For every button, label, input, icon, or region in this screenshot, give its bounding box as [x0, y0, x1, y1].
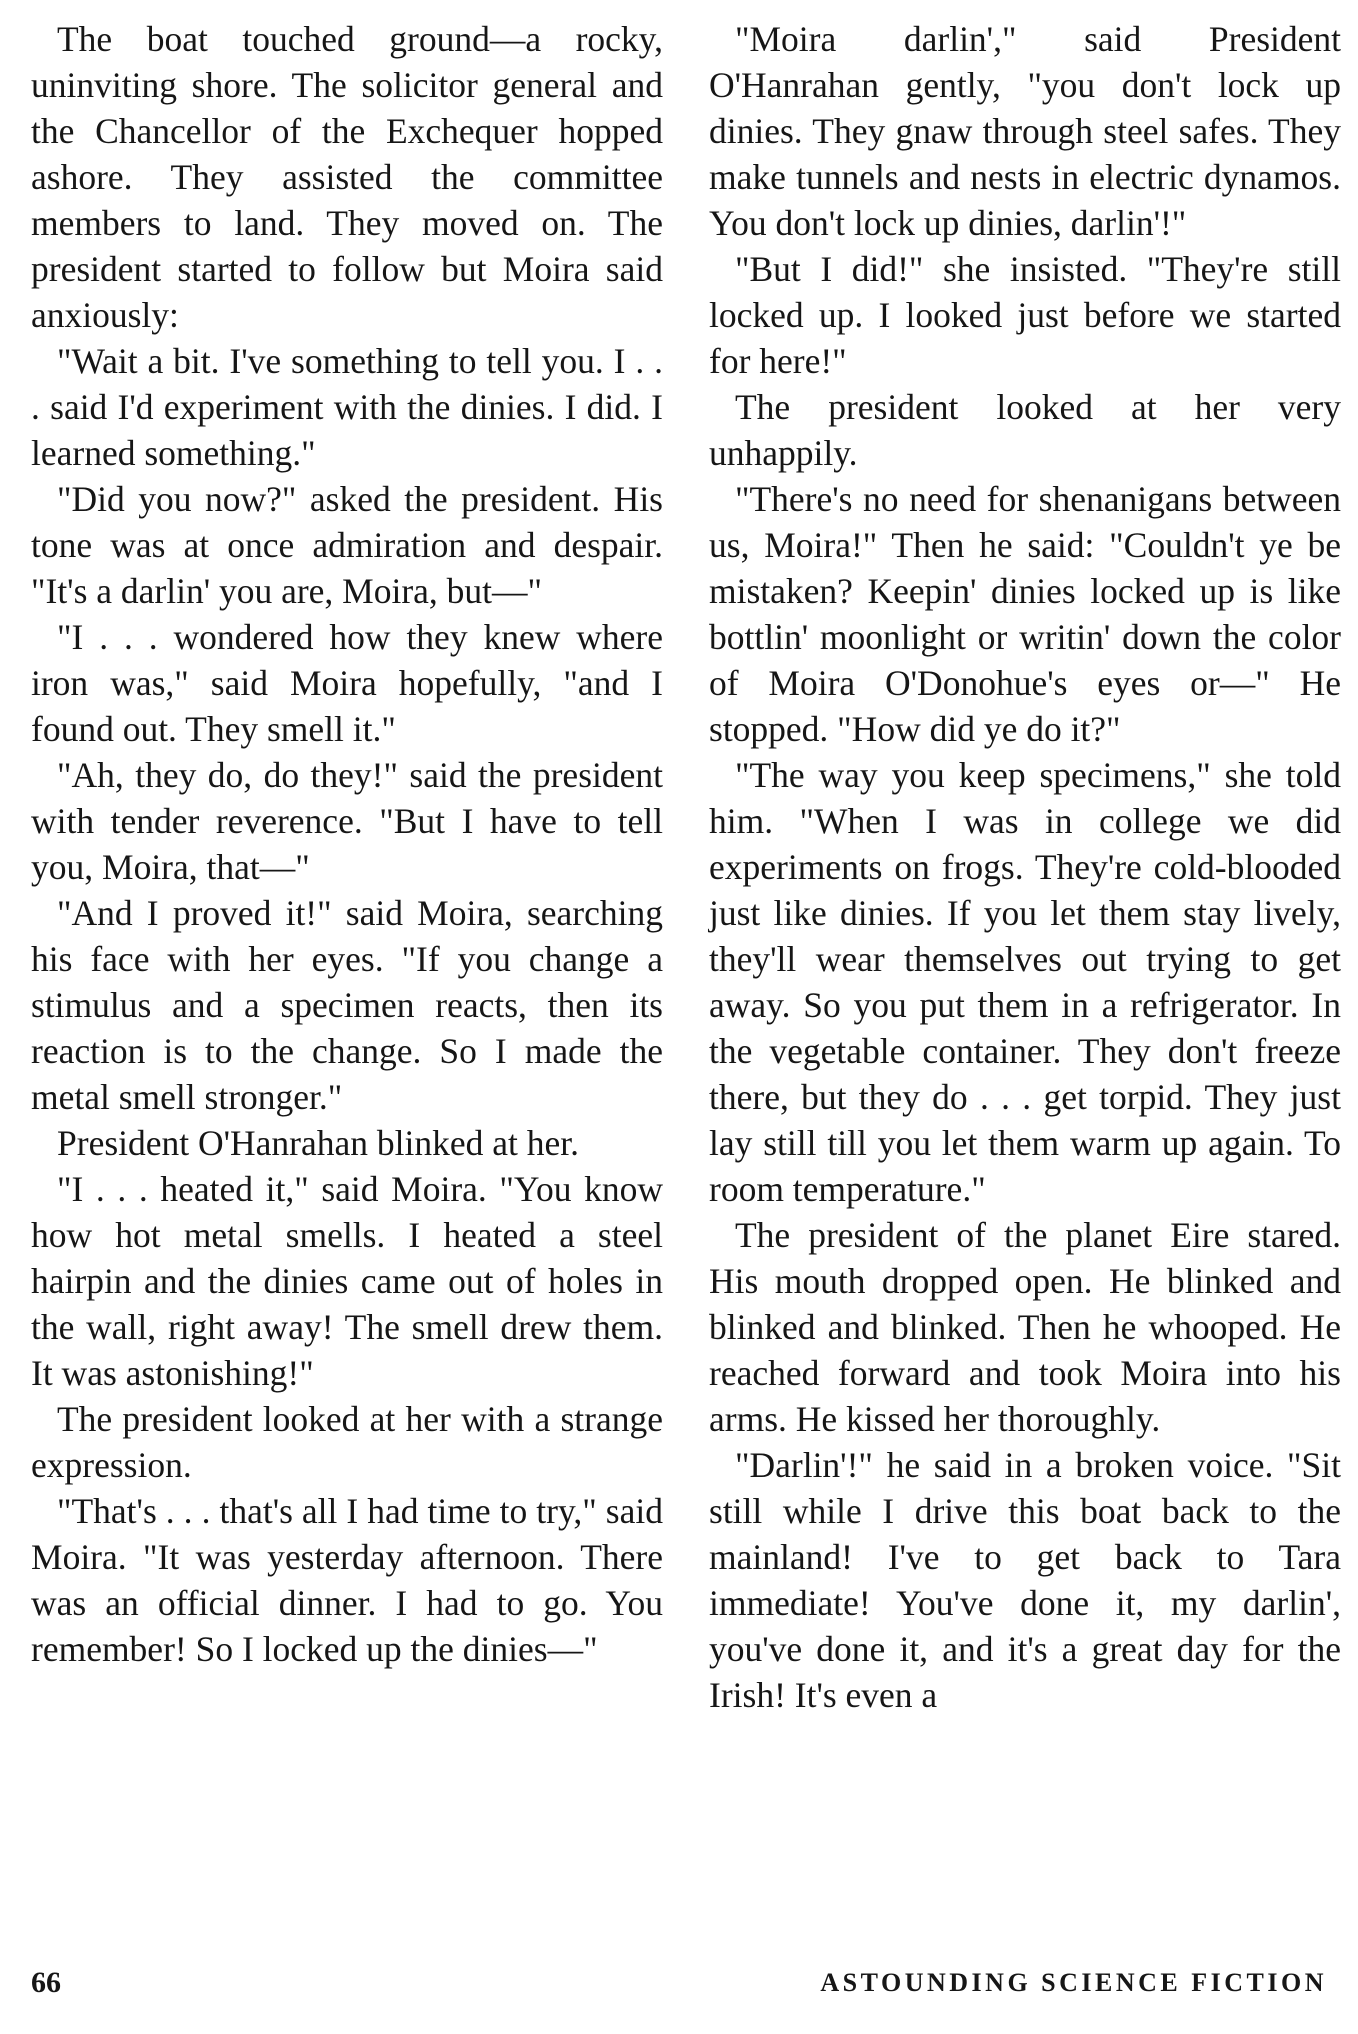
- paragraph: "Ah, they do, do they!" said the president with tender reverence. "But I have to tell you, Moira, that—": [31, 755, 663, 887]
- magazine-title: ASTOUNDING SCIENCE FICTION: [820, 1968, 1327, 1997]
- paragraph: "That's . . . that's all I had time to try," said Moira. "It was yesterday afternoon. There was an official dinner. I had to go. You remember! So I locked up the dinies—": [31, 1491, 663, 1669]
- right-text-column: [709, 16, 1341, 1718]
- page-number: 66: [31, 1966, 61, 1999]
- page-footer: [31, 1963, 1327, 2003]
- paragraph: "Moira darlin'," said President O'Hanrahan gently, "you don't lock up dinies. They gnaw through steel safes. They make tunnels and nests in electric dynamos. You don't lock up dinies, darlin'!": [709, 19, 1341, 243]
- paragraph: "And I proved it!" said Moira, searching his face with her eyes. "If you change a stimulus and a specimen reacts, then its reaction is to the change. So I made the metal smell stronger.": [31, 893, 663, 1117]
- left-text-column: [31, 16, 663, 1672]
- paragraph: "The way you keep specimens," she told him. "When I was in college we did experiments on frogs. They're cold-blooded just like dinies. If you let them stay lively, they'll wear themselves out trying to get away. So you put them in a refrigerator. In the vegetable container. They don't freeze there, but they do . . . get torpid. They just lay still till you let them warm up again. To room temperature.": [709, 755, 1341, 1209]
- paragraph: "But I did!" she insisted. "They're still locked up. I looked just before we started for here!": [709, 249, 1341, 381]
- paragraph: "Did you now?" asked the president. His tone was at once admiration and despair. "It's a darlin' you are, Moira, but—": [31, 479, 663, 611]
- paragraph: "I . . . wondered how they knew where iron was," said Moira hopefully, "and I found out. They smell it.": [31, 617, 663, 749]
- paragraph: The president looked at her with a strange expression.: [31, 1399, 663, 1485]
- paragraph: The president of the planet Eire stared. His mouth dropped open. He blinked and blinked and blinked. Then he whooped. He reached forward and took Moira into his arms. He kissed her thoroughly.: [709, 1215, 1341, 1439]
- paragraph: The president looked at her very unhappily.: [709, 387, 1341, 473]
- paragraph: President O'Hanrahan blinked at her.: [57, 1123, 579, 1163]
- paragraph: "Darlin'!" he said in a broken voice. "Sit still while I drive this boat back to the mainland! I've to get back to Tara immediate! You've done it, my darlin', you've done it, and it's a great day for the Irish! It's even a: [709, 1445, 1341, 1715]
- paragraph: "I . . . heated it," said Moira. "You know how hot metal smells. I heated a steel hairpin and the dinies came out of holes in the wall, right away! The smell drew them. It was astonishing!": [31, 1169, 663, 1393]
- paragraph: The boat touched ground—a rocky, uninviting shore. The solicitor general and the Chancellor of the Exchequer hopped ashore. They assisted the committee members to land. They moved on. The president started to follow but Moira said anxiously:: [31, 19, 663, 335]
- paragraph: "There's no need for shenanigans between us, Moira!" Then he said: "Couldn't ye be mistaken? Keepin' dinies locked up is like bottlin' moonlight or writin' down the color of Moira O'Donohue's eyes or—" He stopped. "How did ye do it?": [709, 479, 1341, 749]
- paragraph: "Wait a bit. I've something to tell you. I . . . said I'd experiment with the dinies. I did. I learned something.": [31, 341, 663, 473]
